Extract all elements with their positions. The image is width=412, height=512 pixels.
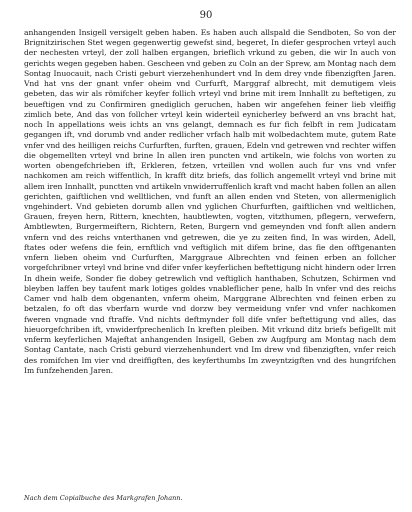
source-note: Nach dem Copialbuche des Markgrafen Johann.	[24, 494, 183, 502]
body-text: anhangenden Insigell versigelt geben haben. Es haben auch allspald die Sendboten, So von der Brignitzirischen Stet wegen gegenwertig gewefst sind, begeret, In diefer gesprochen vrteyl auch der nechesten vrteyl, der zoll halben ergangen, brieflich vrkund zu geben, die wir In auch von gerichts wegen gegeben haben. Gescheen vnd geben zu Coln an der Sprew, am Montag nach dem Sontag Inuocauit, nach Cristi geburt vierzehenhundert vnd In dem drey vnde fibenzigften Jaren. Vnd hat vns der gnant vnfer oheim vnd Curfurft, Marggraf albrecht, mit demutigem vleis gebeten, das wir als römifcher keyfer follich vrteyl vnd brine mit irem Innhallt zu beftetigen, zu beueftigen vnd zu Confirmiren gnediglich geruchen, haben wir angefehen feiner lieb vleiffig zimlich bete, And das von follcher vrteyl kein widerteil eynicherley befwerd an vns bracht hat, noch In appellations weis ichts an vns gelangt, demnach es fur fich felbft in rem Judicatam gegangen ift, vnd dorumb vnd ander redlicher vrfach halb mit wolbedachtem mute, gutem Rate vnfer vnd des heilligen reichs Curfurften, furften, grauen, Edeln vnd getrewen vnd rechter wiffen die obgemellten vrteyl vnd brine In allen iren puncten vnd artikeln, wie folchs von worten zu worten obengefchrieben ift, Erkleren, fetzen, vrteillen vnd wollen auch fur vns vnd vnfer nachkomen am reich wiffentlich, In krafft ditz briefs, das follich angemellt vrteyl vnd brine mit allem iren Innhallt, punctten vnd artikeln vnwiderruffenlich kraft vnd macht haben follen an allen gerichten, gaiftlichen vnd welltlichen, vnd funft an allen enden vnd Steten, von allermeniglich vngehindert. Vnd gebieten dorumb allen vnd yglichen Churfurften, gaiftlichen vnd weltlichen, Grauen, freyen hern, Rittern, knechten, haubtlewten, vogten, vitzthumen, pflegern, verwefern, Ambtlewten, Burgermeiftern, Richtern, Reten, Burgern vnd gemeynden vnd fonft allen andern vnfern vnd des reichs vnterthanen vnd getrewen, die ye zu zeiten find, In was wirden, Adell, ftates oder wefens die fein, ernftlich vnd veftiglich mit difem brine, das fie den offtgenanten vnfern lieben oheim vnd Curfurften, Marggraue Albrechten vnd feinen erben an follcher vorgefchribner vrteyl vnd brine vnd difer vnfer keyferlichen beftettigung nicht hindern oder Irren In dhein weife, Sonder fie dobey getrewlich vnd veftiglich hanthaben, Schutzen, Schirmen vnd bleyben laffen bey taufent mark lotiges goldes vnableflicher pene, halb In vnfer vnd des reichs Camer vnd halb dem obgenanten, vnferm oheim, Marggrane Albrechten vnd feinen erben zu betzalen, fo oft das vberfarn wurde vnd dorzw bey vermeidung vnfer vnd vnfer nachkomen fweren vngnade vnd ftraffe. Vnd nichts deftmynder foll dife vnfer beftettigung vnd alles, das hieuorgefchriben ift, vnwiderfprechenlich In kreften pleiben. Mit vrkund ditz briefs befigellt mit vnferm keyferlichen Majeftat anhangenden Insigell, Geben zw Augfpurg am Montag nach dem Sontag Cantate, nach Cristi geburd vierzehenhundert vnd Im drew vnd fibenzigften, vnfer reich des romifchen Im vier vnd dreiffigften, des keyferthumbs Im zweyntzigften vnd des hungrifchen Im funfzehenden Jaren.	[24, 28, 396, 375]
page-number: 90	[199, 10, 213, 21]
